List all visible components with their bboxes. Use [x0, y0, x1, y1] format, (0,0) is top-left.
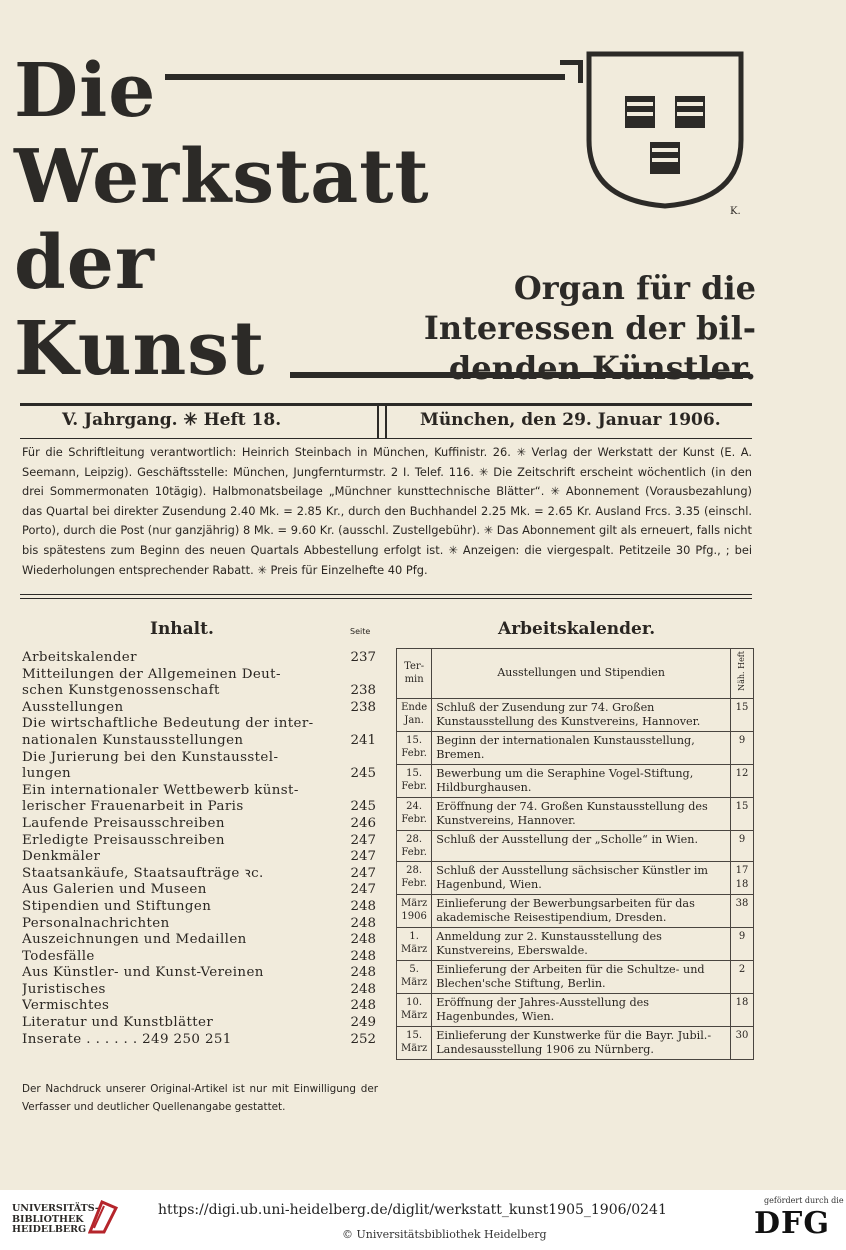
- toc-row: [22, 799, 376, 816]
- calendar-heft: 15: [731, 797, 754, 830]
- toc-title: Die Jurierung bei den Kunstausstel-: [22, 749, 279, 765]
- toc-page: 248: [350, 998, 376, 1014]
- dfg-logo[interactable]: DFG: [754, 1206, 830, 1241]
- title-ornament-curl: [560, 60, 583, 83]
- viewer-footer: [0, 1190, 846, 1250]
- reprint-notice: Der Nachdruck unserer Original-Artikel ist nur mit Einwilligung der Verfasser und deutlicher Quellenangabe gestattet.: [22, 1083, 378, 1113]
- toc-title: Aus Galerien und Museen: [22, 882, 207, 898]
- toc-row: [22, 849, 376, 866]
- calendar-entry: Bewerbung um die Seraphine Vogel-Stiftung, Hildburghausen.: [432, 764, 731, 797]
- calendar-header-row: [397, 649, 754, 699]
- calendar-termin: 28. Febr.: [397, 830, 432, 861]
- toc-row: [22, 683, 376, 700]
- calendar-row: [397, 960, 754, 993]
- toc-row: [22, 998, 376, 1015]
- calendar-row: [397, 927, 754, 960]
- toc-page: 248: [350, 932, 376, 948]
- masthead-title: [14, 48, 434, 392]
- issue-bar: [20, 403, 752, 439]
- toc-row: [22, 1015, 376, 1032]
- toc-row: [22, 833, 376, 850]
- copyright-notice: © Universitätsbibliothek Heidelberg: [342, 1228, 547, 1241]
- imprint-text: Für die Schriftleitung verantwortlich: Heinrich Steinbach in München, Kuffinistr. 26. ✳ Verlag der Werkstatt der Kunst (E. A. Seemann, Leipzig). Geschäftsstelle: München, Jungfernturmstr. 2 I. Telef. 116. ✳ Die Zeitschrift erscheint wöchentlich (in den drei Sommermonaten 10tägig). Halbmonatsbeilage „Münchner kunsttechnische Blätter“. ✳ Abonnement (Vorausbezahlung) das Quartal bei direkter Zusendung 2.40 Mk. = 2.85 Kr., durch den Buchhandel 2.25 Mk. = 2.65 Kr. Ausland Frcs. 3.35 (einschl. Porto), durch die Post (nur ganzjährig) 8 Mk. = 9.60 Kr. (ausschl. Zustellgebühr). ✳ Das Abonnement gilt als erneuert, falls nicht bis spätestens zum Beginn des neuen Quartals Abbestellung erfolgt ist. ✳ Anzeigen: die viergespalt. Petitzeile 30 Pfg., ; bei Wiederholungen entsprechender Rabatt. ✳ Preis für Einzelhefte 40 Pfg.: [22, 445, 752, 577]
- calendar-entry: Eröffnung der Jahres-Ausstellung des Hagenbundes, Wien.: [432, 993, 731, 1026]
- toc-page: [342, 667, 376, 684]
- toc-row: [22, 766, 376, 783]
- toc-row: [22, 716, 376, 733]
- toc-page: 247: [350, 865, 376, 881]
- calendar-heft: 9: [731, 927, 754, 960]
- calendar-entry: Schluß der Zusendung zur 74. Großen Kunstausstellung des Kunstvereins, Hannover.: [432, 698, 731, 731]
- toc-row: [22, 783, 376, 800]
- calendar-entry: Einlieferung der Kunstwerke für die Bayr. Jubil.-Landesausstellung 1906 zu Nürnberg.: [432, 1026, 731, 1059]
- toc-title: Todesfälle: [22, 948, 95, 964]
- toc-page: 248: [350, 915, 376, 931]
- toc-row: [22, 882, 376, 899]
- toc-page: 238: [350, 699, 376, 715]
- table-of-contents: [22, 650, 376, 1048]
- toc-page: [342, 783, 376, 800]
- toc-page: [342, 750, 376, 767]
- title-line: der: [14, 220, 155, 306]
- toc-title: Erledigte Preisausschreiben: [22, 832, 225, 848]
- col-heft: [731, 649, 754, 699]
- toc-page: 248: [350, 948, 376, 964]
- calendar-termin: 10. März: [397, 993, 432, 1026]
- calendar-row: [397, 764, 754, 797]
- title-line: Kunst: [14, 306, 266, 392]
- subtitle-line: Organ für die: [513, 269, 756, 307]
- toc-title: Ausstellungen: [22, 699, 124, 715]
- library-logo[interactable]: [12, 1204, 99, 1236]
- calendar-row: [397, 1026, 754, 1059]
- calendar-table: [396, 648, 754, 1060]
- title-line: Werkstatt: [14, 134, 430, 220]
- designer-monogram: K.: [730, 206, 741, 217]
- toc-row: [22, 1032, 376, 1049]
- coat-of-arms-icon: [585, 50, 745, 210]
- toc-title: Denkmäler: [22, 849, 101, 865]
- toc-title: Stipendien und Stiftungen: [22, 898, 212, 914]
- calendar-row: [397, 894, 754, 927]
- toc-title: Die wirtschaftliche Bedeutung der inter-: [22, 716, 314, 732]
- toc-row: [22, 733, 376, 750]
- calendar-termin: 1. März: [397, 927, 432, 960]
- toc-row: [22, 667, 376, 684]
- calendar-termin: 15. März: [397, 1026, 432, 1059]
- calendar-row: [397, 993, 754, 1026]
- calendar-entry: Eröffnung der 74. Großen Kunstausstellung des Kunstvereins, Hannover.: [432, 797, 731, 830]
- toc-page: 247: [350, 882, 376, 898]
- page-column-label: Seite: [350, 627, 371, 636]
- calendar-body: [397, 698, 754, 1059]
- calendar-heft: 9: [731, 731, 754, 764]
- calendar-heading: Arbeitskalender.: [498, 619, 656, 639]
- calendar-termin: 28. Febr.: [397, 861, 432, 894]
- title-ornament-rule: [165, 74, 565, 80]
- library-emblem-icon: [88, 1198, 118, 1234]
- toc-title: Aus Künstler- und Kunst-Vereinen: [22, 965, 264, 981]
- toc-row: [22, 932, 376, 949]
- calendar-entry: Anmeldung zur 2. Kunstausstellung des Kunstvereins, Eberswalde.: [432, 927, 731, 960]
- toc-title: Arbeitskalender: [22, 650, 137, 665]
- toc-row: [22, 916, 376, 933]
- calendar-entry: Einlieferung der Arbeiten für die Schultze- und Blechen'sche Stiftung, Berlin.: [432, 960, 731, 993]
- calendar-termin: März 1906: [397, 894, 432, 927]
- calendar-entry: Beginn der internationalen Kunstausstellung, Bremen.: [432, 731, 731, 764]
- place-date: München, den 29. Januar 1906.: [420, 410, 721, 430]
- calendar-row: [397, 830, 754, 861]
- toc-page: 249: [350, 1015, 376, 1031]
- toc-title: Personalnachrichten: [22, 915, 170, 931]
- calendar-entry: Schluß der Ausstellung sächsischer Künstler im Hagenbund, Wien.: [432, 861, 731, 894]
- calendar-heft: 17 18: [731, 861, 754, 894]
- toc-page: 246: [350, 815, 376, 831]
- col-heft-label: Näh. Heft: [737, 651, 746, 691]
- calendar-termin: 5. März: [397, 960, 432, 993]
- toc-page: 247: [350, 849, 376, 865]
- toc-title: Ein internationaler Wettbewerb künst-: [22, 782, 299, 798]
- calendar-heft: 30: [731, 1026, 754, 1059]
- col-termin: Ter-min: [397, 649, 432, 699]
- library-logo-line: BIBLIOTHEK: [12, 1213, 84, 1225]
- toc-page: 252: [350, 1031, 376, 1047]
- col-exhibitions: Ausstellungen und Stipendien: [432, 649, 731, 699]
- toc-page: 248: [350, 981, 376, 997]
- library-logo-line: HEIDELBERG: [12, 1224, 87, 1235]
- funding-note: gefördert durch die: [764, 1196, 844, 1205]
- contents-heading: Inhalt.: [150, 619, 214, 639]
- calendar-row: [397, 861, 754, 894]
- toc-title: Inserate . . . . . . 249 250 251: [22, 1031, 232, 1047]
- title-line: Die: [14, 48, 157, 134]
- toc-title: Vermischtes: [22, 998, 110, 1014]
- calendar-entry: Schluß der Ausstellung der „Scholle“ in Wien.: [432, 830, 731, 861]
- toc-title: schen Kunstgenossenschaft: [22, 683, 220, 699]
- subtitle-line: denden Künstler.: [448, 349, 756, 387]
- toc-page: 247: [350, 832, 376, 848]
- toc-row: [22, 949, 376, 966]
- toc-page: 241: [350, 732, 376, 748]
- masthead-subtitle: [420, 268, 756, 388]
- double-rule: [20, 594, 752, 599]
- toc-title: Auszeichnungen und Medaillen: [22, 932, 247, 948]
- toc-page: 248: [350, 965, 376, 981]
- calendar-entry: Einlieferung der Bewerbungsarbeiten für das akademische Reisestipendium, Dresden.: [432, 894, 731, 927]
- calendar-heft: 18: [731, 993, 754, 1026]
- toc-title: lerischer Frauenarbeit in Paris: [22, 799, 244, 815]
- volume-issue: V. Jahrgang. ✳ Heft 18.: [62, 410, 282, 430]
- calendar-termin: 15. Febr.: [397, 731, 432, 764]
- toc-page: 238: [350, 683, 376, 699]
- calendar-heft: 2: [731, 960, 754, 993]
- toc-row: [22, 866, 376, 883]
- toc-row: [22, 816, 376, 833]
- toc-page: 248: [350, 898, 376, 914]
- toc-row: [22, 700, 376, 717]
- calendar-row: [397, 797, 754, 830]
- shield-emblem: [625, 96, 705, 174]
- calendar-termin: Ende Jan.: [397, 698, 432, 731]
- toc-title: Staatsankäufe, Staatsaufträge ꝛc.: [22, 865, 264, 881]
- toc-title: Mitteilungen der Allgemeinen Deut-: [22, 666, 281, 682]
- toc-row: [22, 899, 376, 916]
- calendar-heft: 15: [731, 698, 754, 731]
- calendar-row: [397, 698, 754, 731]
- toc-title: lungen: [22, 766, 72, 782]
- toc-page: 245: [350, 799, 376, 815]
- toc-page: 245: [350, 766, 376, 782]
- calendar-heft: 9: [731, 830, 754, 861]
- calendar-heft: 38: [731, 894, 754, 927]
- toc-title: nationalen Kunstausstellungen: [22, 732, 244, 748]
- toc-title: Juristisches: [22, 981, 106, 997]
- toc-row: [22, 650, 376, 667]
- permalink-url[interactable]: https://digi.ub.uni-heidelberg.de/diglit/werkstatt_kunst1905_1906/0241: [158, 1202, 667, 1218]
- toc-row: [22, 965, 376, 982]
- toc-page: [342, 716, 376, 733]
- toc-row: [22, 982, 376, 999]
- toc-title: Literatur und Kunstblätter: [22, 1015, 214, 1031]
- calendar-termin: 15. Febr.: [397, 764, 432, 797]
- calendar-heft: 12: [731, 764, 754, 797]
- bar-divider: [377, 403, 387, 439]
- toc-title: Laufende Preisausschreiben: [22, 815, 225, 831]
- calendar-row: [397, 731, 754, 764]
- calendar-termin: 24. Febr.: [397, 797, 432, 830]
- toc-page: 237: [350, 650, 376, 665]
- subtitle-line: Interessen der bil-: [423, 309, 756, 347]
- toc-row: [22, 750, 376, 767]
- library-logo-line: UNIVERSITÄTS-: [12, 1203, 99, 1214]
